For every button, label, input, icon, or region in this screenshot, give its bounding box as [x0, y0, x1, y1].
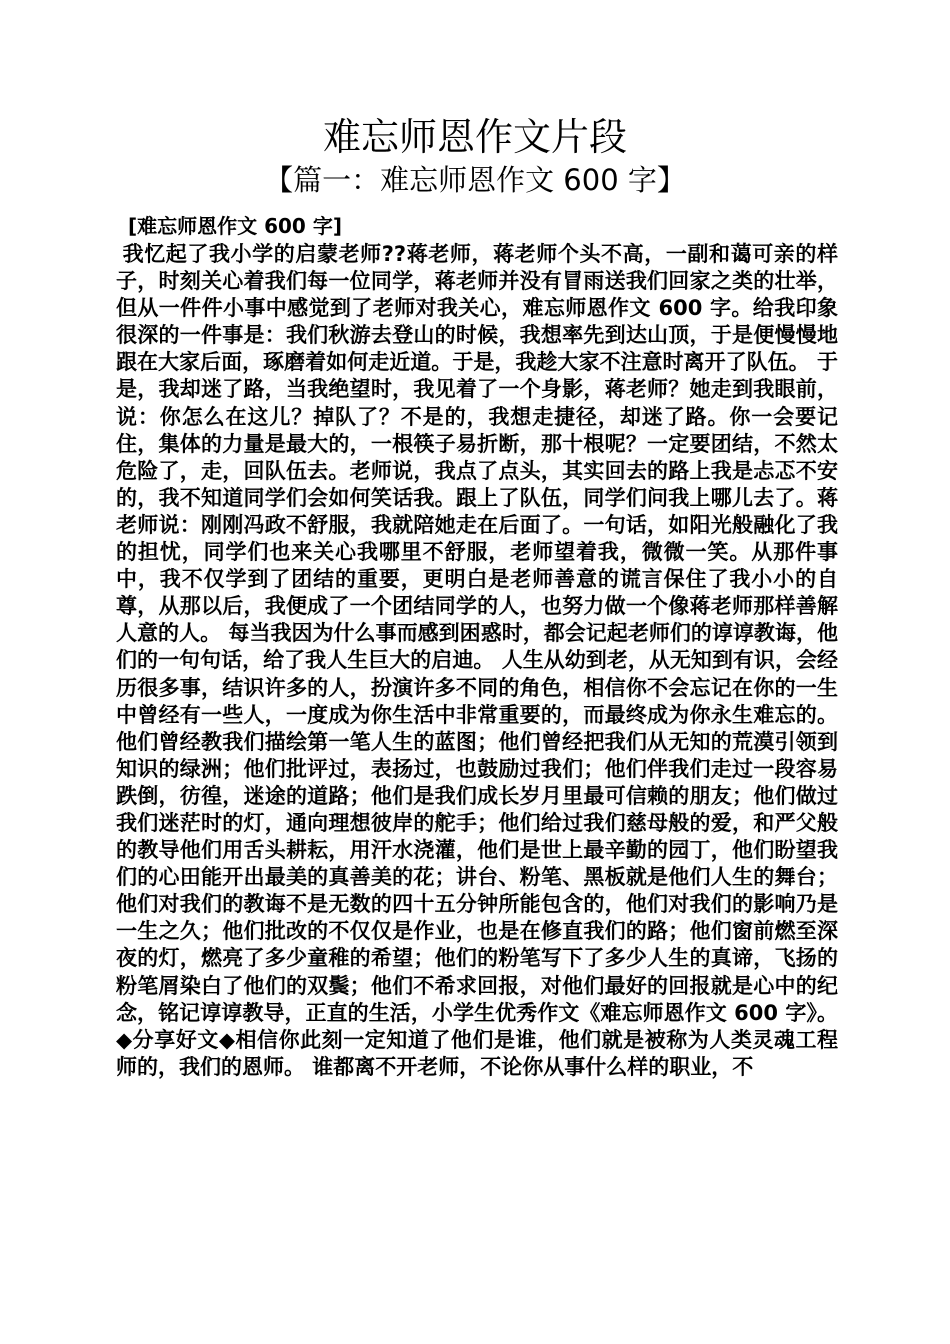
article-body	[116, 241, 838, 1081]
section-subtitle: 【篇一：难忘师恩作文 600 字】	[264, 163, 686, 197]
article-heading: [难忘师恩作文 600 字]	[128, 214, 342, 238]
document-title: 难忘师恩作文片段	[322, 115, 627, 159]
article-body-text: 我忆起了我小学的启蒙老师??蒋老师，蒋老师个头不高，一副和蔼可亲的样子，时刻关心着我们每一位同学，蒋老师并没有冒雨送我们回家之类的壮举，但从一件件小事中感觉到了老师对我关心，难忘师恩作文 600 字。给我印象很深的一件事是：我们秋游去登山的时候，我想率先到达山顶，于是便慢慢地跟在大家后面，琢磨着如何走近道。于是，我趁大家不注意时离开了队伍。 于是，我却迷了路，当我绝望时，我见着了一个身影，蒋老师？她走到我眼前，说：你怎么在这儿？掉队了？不是的，我想走捷径，却迷了路。你一会要记住，集体的力量是最大的，一根筷子易折断，那十根呢？一定要团结，不然太危险了，走，回队伍去。老师说，我点了点头，其实回去的路上我是忐忑不安的，我不知道同学们会如何笑话我。跟上了队伍，同学们问我上哪儿去了。蒋老师说：刚刚冯政不舒服，我就陪她走在后面了。一句话，如阳光般融化了我的担忧，同学们也来关心我哪里不舒服，老师望着我，微微一笑。从那件事中，我不仅学到了团结的重要，更明白是老师善意的谎言保住了我小小的自尊，从那以后，我便成了一个团结同学的人，也努力做一个像蒋老师那样善解人意的人。 每当我因为什么事而感到困惑时，都会记起老师们的谆谆教诲，他们的一句句话，给了我人生巨大的启迪。 人生从幼到老，从无知到有识，会经历很多事，结识许多的人，扮演许多不同的角色，相信你不会忘记在你的一生中曾经有一些人，一度成为你生活中非常重要的，而最终成为你永生难忘的。他们曾经教我们描绘第一笔人生的蓝图；他们曾经把我们从无知的荒漠引领到知识的绿洲；他们批评过，表扬过，也鼓励过我们；他们伴我们走过一段容易跌倒，彷徨，迷途的道路；他们是我们成长岁月里最可信赖的朋友；他们做过我们迷茫时的灯，通向理想彼岸的舵手；他们给过我们慈母般的爱，和严父般的教导他们用舌头耕耘，用汗水浇灌，他们是世上最辛勤的园丁，他们盼望我们的心田能开出最美的真善美的花；讲台、粉笔、黑板就是他们人生的舞台；他们对我们的教诲不是无数的四十五分钟所能包含的，他们对我们的影响乃是一生之久；他们批改的不仅仅是作业，也是在修直我们的路；他们窗前燃至深夜的灯，燃亮了多少童稚的希望；他们的粉笔写下了多少人生的真谛，飞扬的粉笔屑染白了他们的双鬓；他们不希求回报，对他们最好的回报就是心中的纪念，铭记谆谆教导，正直的生活，小学生优秀作文《难忘师恩作文 600 字》。 ◆分享好文◆相信你此刻一定知道了他们是谁，他们就是被称为人类灵魂工程师的，我们的恩师。 谁都离不开老师，不论你从事什么样的职业，不	[116, 242, 838, 1079]
